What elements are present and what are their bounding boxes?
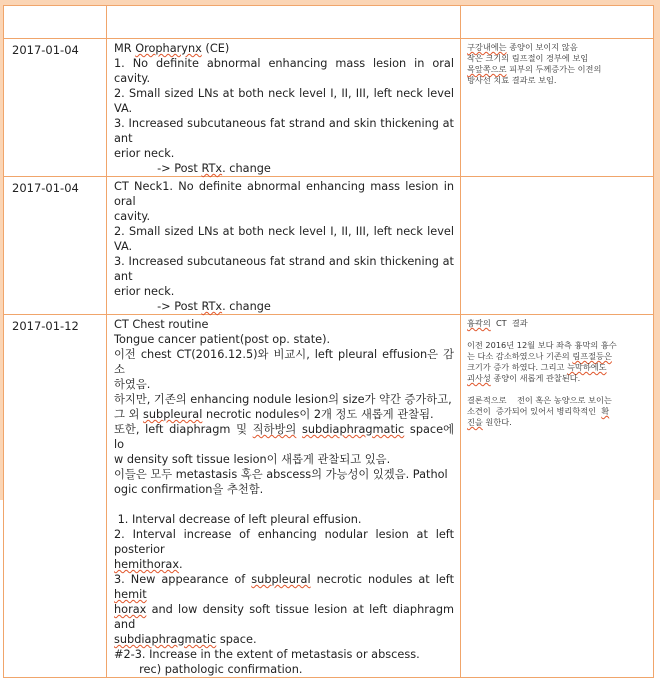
report-table — [3, 5, 654, 678]
text-run: 크기가 증가 하였다. 그리고 — [467, 362, 565, 372]
header-cell-date — [4, 6, 107, 39]
text-run: CT Chest routine Tongue cancer patient(post op. state). 이전 chest CT(2016.12.5)와 비교시, left pleural effusion은 감소 하였음. 하지만, 기존의 enhancing nodule lesion의 size가 약간 증가하고, 그 외 — [114, 318, 454, 421]
spellcheck-flagged-text: 목앞쪽으로 — [467, 64, 507, 74]
header-row — [4, 6, 654, 39]
spellcheck-flagged-text: hemithorax — [114, 558, 180, 571]
text-run: 종양이 보이지 않음 작은 크기의 림프절이 경부에 보임 — [467, 42, 589, 63]
spellcheck-flagged-text: subpleural — [143, 408, 203, 421]
report-cell — [107, 315, 461, 678]
table-row — [4, 39, 654, 177]
text-run: 원한다. — [482, 417, 512, 427]
text-run: space. #2-3. Increase in the extent of metastasis or abscess. rec) pathologic confirmation. — [114, 633, 420, 676]
spellcheck-flagged-text: 괴사성 — [467, 373, 491, 383]
text-run: . change — [222, 162, 271, 175]
spellcheck-flagged-text: hemit horax — [114, 588, 147, 616]
report-cell — [107, 177, 461, 315]
note-cell — [461, 315, 654, 678]
text-run: space에 lo w density soft tissue lesion이 새롭게 관찰되고 있음. 이들은 모두 metastasis 혹은 abscess의 가능성이 있겠음. Pathol ogic confirmation을 추천함. 1. Interval decrease of left pleural effusion. 2. Interval increase of enhancing nodular lesion at left posterior — [114, 423, 454, 556]
spellcheck-flagged-text: 확 진을 — [467, 406, 610, 427]
spellcheck-flagged-text: 구강내에는 — [467, 42, 507, 52]
text-run: (CE) 1. No definite abnormal enhancing mass lesion in oral cavity. 2. Small sized LNs at both neck level I, II, III, left neck level VA. 3. Increased subcutaneous fat strand and skin thickening at ant erior neck. -> Post — [114, 42, 454, 175]
report-cell — [107, 39, 461, 177]
header-cell-report — [107, 6, 461, 39]
spellcheck-flagged-text: subdiaphragmatic — [114, 633, 217, 646]
text-run: . change — [222, 300, 271, 313]
text-run: necrotic nodules이 2개 정도 새롭게 관찰됨. 또한, left diaphragm 및 — [114, 408, 434, 436]
text-run: CT Neck1. No definite abnormal enhancing mass lesion in oral cavity. 2. Small sized LNs at both neck level I, II, III, left neck level VA. 3. Increased subcutaneous fat strand and skin thickening at ant erior neck. -> Post — [114, 180, 454, 313]
text-run: . 3. New appearance of — [114, 558, 246, 586]
spellcheck-flagged-text: 흉곽의 — [467, 318, 491, 328]
spellcheck-flagged-text: subdiaphragmatic — [302, 423, 405, 436]
spellcheck-flagged-text: RTx — [201, 162, 223, 175]
spellcheck-flagged-text: Oropharynx — [135, 42, 202, 55]
header-cell-note — [461, 6, 654, 39]
note-cell — [461, 177, 654, 315]
date-cell: 2017-01-12 — [4, 315, 107, 678]
text-run: 피부의 두께증가는 이전의 방사선 치료 결과로 보임. — [467, 64, 602, 85]
text-run: and low density soft tissue lesion at left diaphragm and — [114, 603, 454, 631]
spellcheck-flagged-text: 림프절등은 — [572, 351, 612, 361]
text-run: necrotic nodules at left — [310, 573, 458, 586]
spellcheck-flagged-text: subpleural — [251, 573, 311, 586]
spellcheck-flagged-text: 직하방의 — [252, 423, 297, 436]
note-cell — [461, 39, 654, 177]
table-row — [4, 315, 654, 678]
spellcheck-flagged-text: 늑막하에도 — [567, 362, 607, 372]
table-row — [4, 177, 654, 315]
date-cell: 2017-01-04 — [4, 39, 107, 177]
text-run: CT 결과 이전 2016년 12월 보다 좌측 흉막의 흉수 는 다소 감소하였으나 기존의 — [467, 318, 617, 361]
text-run: 종양이 새롭게 관찰된다. 결론적으로 전이 혹은 농양으로 보이는 소견이 증가되어 있어서 병리학적인 — [467, 373, 612, 416]
date-cell: 2017-01-04 — [4, 177, 107, 315]
text-run: MR — [114, 42, 136, 55]
spellcheck-flagged-text: RTx — [201, 300, 223, 313]
